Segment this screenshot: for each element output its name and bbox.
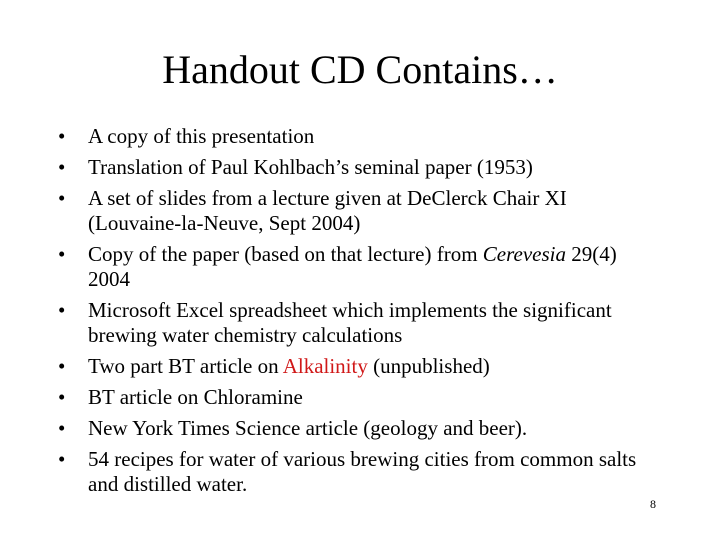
list-item-text: A copy of this presentation — [88, 124, 315, 148]
page-number: 8 — [650, 497, 656, 511]
bullet-icon: • — [58, 242, 66, 266]
list-item — [58, 447, 658, 497]
list-item — [58, 186, 658, 236]
list-item — [58, 385, 658, 410]
list-item-text-after: (unpublished) — [367, 354, 490, 378]
list-item-text: New York Times Science article (geology and beer). — [88, 416, 528, 440]
list-item-text: 54 recipes for water of various brewing cities from common salts and distilled water. — [88, 447, 637, 496]
list-item — [58, 298, 658, 348]
list-item-text-after: 29(4) 2004 — [88, 242, 617, 291]
journal-name: Cerevesia — [482, 242, 566, 266]
bullet-icon: • — [58, 124, 66, 148]
slide-title: Handout CD Contains… — [162, 47, 558, 92]
bullet-icon: • — [58, 385, 66, 409]
list-item — [58, 124, 658, 149]
list-item — [58, 242, 658, 292]
list-item — [58, 354, 658, 379]
alkalinity-link[interactable]: Alkalinity — [282, 354, 368, 378]
bullet-icon: • — [58, 354, 66, 378]
bullet-icon: • — [58, 416, 66, 440]
list-item-text-before: Copy of the paper (based on that lecture) from — [88, 242, 483, 266]
list-item — [58, 155, 658, 180]
list-item — [58, 416, 658, 441]
list-item-text-before: Two part BT article on — [88, 354, 283, 378]
bullet-icon: • — [58, 447, 66, 471]
bullet-icon: • — [58, 298, 66, 322]
list-item-text: A set of slides from a lecture given at DeClerck Chair XI (Louvaine-la-Neuve, Sept 2004) — [88, 186, 567, 235]
list-item-text: BT article on Chloramine — [88, 385, 303, 409]
bullet-list — [58, 124, 658, 503]
list-item-text: Microsoft Excel spreadsheet which implements the significant brewing water chemistry calculations — [88, 298, 612, 347]
list-item-text: Translation of Paul Kohlbach’s seminal paper (1953) — [88, 155, 533, 179]
bullet-icon: • — [58, 155, 66, 179]
bullet-icon: • — [58, 186, 66, 210]
